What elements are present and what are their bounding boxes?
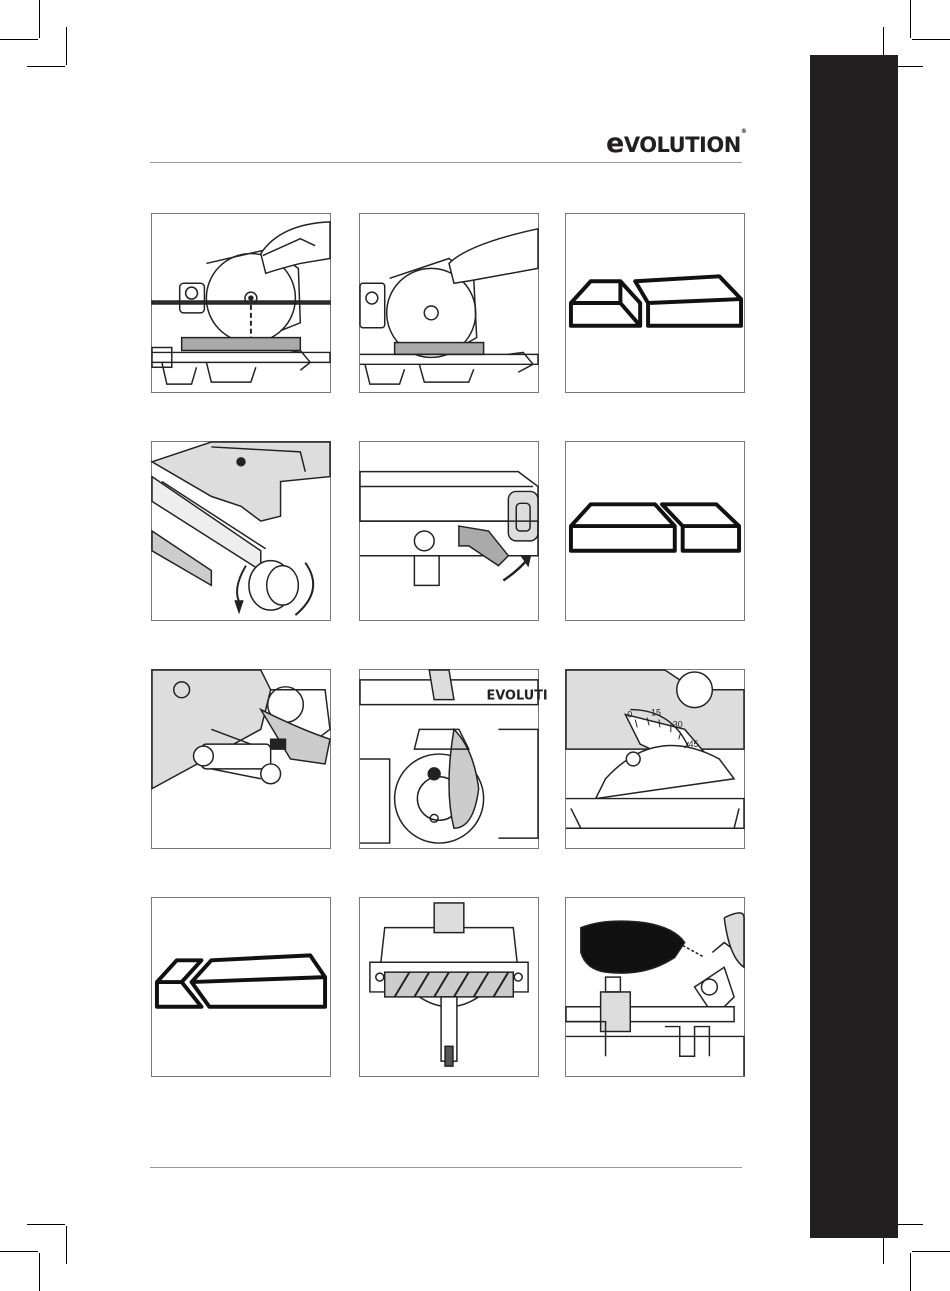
bevel-lock-icon bbox=[152, 670, 330, 848]
mitre-joint-icon bbox=[566, 214, 744, 392]
table-lever-figure bbox=[359, 441, 539, 621]
scale-label-45: 45 bbox=[688, 739, 699, 750]
saw-alignment-icon bbox=[152, 214, 330, 392]
section-tab bbox=[810, 55, 898, 1238]
crop-mark bbox=[66, 1226, 67, 1264]
logo-lead: e bbox=[606, 128, 624, 159]
compound-joint-icon bbox=[152, 898, 330, 1076]
bevel-scale-icon bbox=[566, 670, 744, 848]
dust-bag-icon bbox=[566, 898, 744, 1076]
saw-handle-lower-figure bbox=[359, 213, 539, 393]
crop-mark bbox=[912, 39, 950, 40]
header-rule bbox=[150, 162, 742, 163]
saw-blade-alignment-figure bbox=[151, 213, 331, 393]
crop-mark bbox=[910, 0, 911, 38]
crop-mark bbox=[0, 1251, 38, 1252]
lever-icon bbox=[360, 442, 538, 620]
bevel-scale-figure bbox=[565, 669, 745, 849]
logo-rest: VOLUTION bbox=[623, 133, 741, 157]
top-view-icon bbox=[360, 898, 538, 1076]
brand-logo bbox=[606, 128, 747, 159]
dust-bag-figure bbox=[565, 897, 745, 1077]
crop-mark bbox=[39, 1253, 40, 1291]
bevel-cut-diagram bbox=[565, 441, 745, 621]
saw-head-figure bbox=[359, 669, 548, 849]
table-lock-knob-figure bbox=[151, 441, 331, 621]
crop-mark bbox=[910, 1253, 911, 1291]
crop-mark bbox=[912, 1251, 950, 1252]
head-logo-text: EVOLUTI bbox=[486, 688, 548, 704]
saw-top-view-figure bbox=[359, 897, 539, 1077]
bevel-joint-icon bbox=[566, 442, 744, 620]
bevel-lock-figure bbox=[151, 669, 331, 849]
logo-mark: ® bbox=[740, 128, 747, 135]
scale-label-0: 0 bbox=[627, 709, 633, 720]
crop-mark bbox=[27, 66, 65, 67]
crop-mark bbox=[27, 1224, 65, 1225]
saw-handle-icon bbox=[360, 214, 538, 392]
saw-head-icon bbox=[360, 670, 548, 848]
compound-cut-diagram bbox=[151, 897, 331, 1077]
crop-mark bbox=[39, 0, 40, 38]
scale-label-30: 30 bbox=[672, 719, 683, 730]
crop-mark bbox=[66, 27, 67, 65]
scale-label-15: 15 bbox=[651, 707, 661, 718]
crop-mark bbox=[0, 39, 38, 40]
mitre-cut-diagram-1 bbox=[565, 213, 745, 393]
lock-knob-icon bbox=[152, 442, 330, 620]
footer-rule bbox=[150, 1167, 742, 1168]
